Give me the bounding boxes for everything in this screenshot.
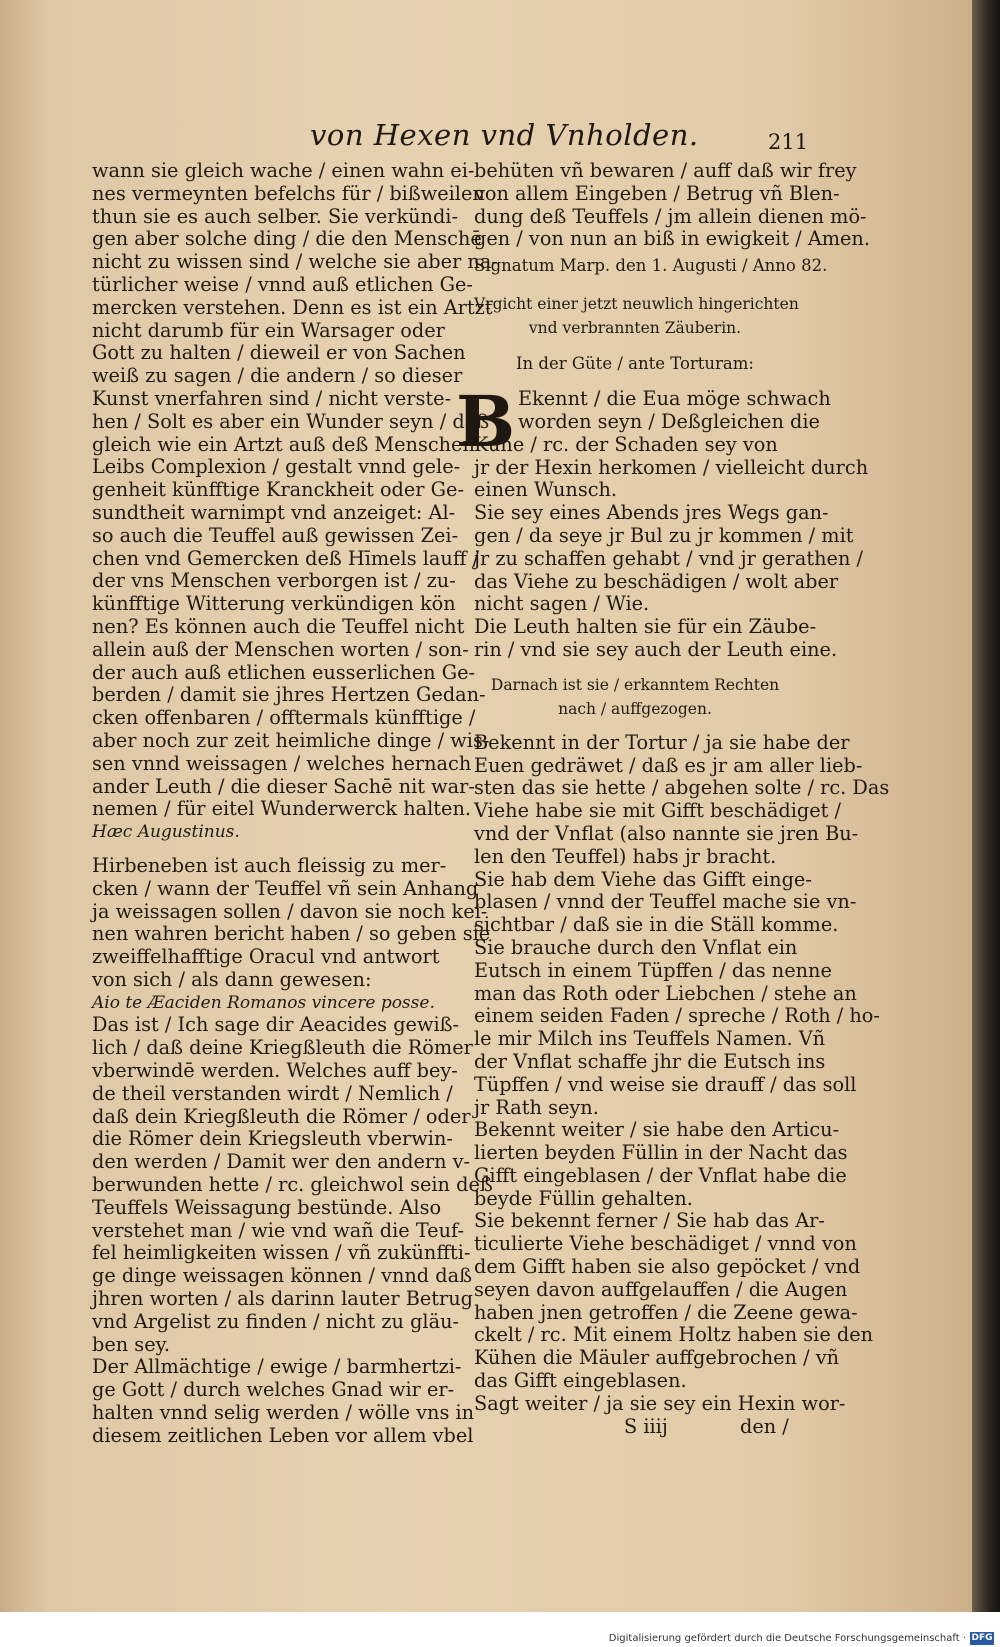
text-line: vnd der Vnflat (also nannte sie jren Bu- [474,821,859,845]
text-line: jr der Hexin herkomen / vielleicht durch [474,455,869,479]
text-line: sten das sie hette / abgehen solte / rc. Das [474,776,890,800]
text-line: Sie sey eines Abends jres Wegs gan- [474,501,829,525]
text-line: nen wahren bericht haben / so geben sie [92,922,491,946]
text-line: de theil verstanden wirdt / Nemlich / [92,1081,453,1105]
section-heading [474,673,796,721]
text-line: berden / damit sie jhres Hertzen Gedan- [92,683,486,707]
text-line: nicht darumb für ein Warsager oder [92,318,445,342]
text-line: allein auß der Menschen worten / son- [92,637,469,661]
text-line: von allem Eingeben / Betrug vñ Blen- [474,181,840,205]
text-line: nemen / für eitel Wunderwerck halten. [92,797,471,821]
text-line: ja weissagen sollen / davon sie noch kei- [92,899,488,923]
text-line: Leibs Complexion / gestalt vnnd gele- [92,455,461,479]
text-line: behüten vñ bewaren / auff daß wir frey [474,159,857,182]
text-line: cken offenbaren / offtermals künfftige / [92,706,476,730]
text-line: worden seyn / Deßgleichen die [518,409,820,433]
signature-row [474,1416,796,1439]
text-line: Der Allmächtige / ewige / barmhertzi- [92,1355,462,1379]
text-line: das Gifft eingeblasen. [474,1369,687,1393]
text-line: Kuhe / rc. der Schaden sey von [474,432,778,456]
text-line: einem seiden Faden / spreche / Roth / ho- [474,1004,880,1028]
text-line: nicht zu wissen sind / welche sie aber na- [92,250,498,274]
paragraph [92,1355,475,1447]
text-line: nicht sagen / Wie. [474,592,650,616]
page-number: 211 [768,130,809,154]
text-line: Sie brauche durch den Vnflat ein [474,935,798,959]
digitization-credit: Digitalisierung gefördert durch die Deutsche Forschungsgemeinschaft · [608,1633,966,1644]
text-line: berwunden hette / rc. gleichwol sein deß [92,1173,493,1197]
text-line: ander Leuth / die dieser Sachē nit war- [92,774,475,798]
text-line: von sich / als dann gewesen: [92,967,372,991]
text-line: Viehe habe sie mit Gifft beschädiget / [474,799,841,823]
running-head: von Hexen vnd Vnholden. [310,118,699,152]
dateline: Signatum Marp. den 1. Augusti / Anno 82. [474,256,828,276]
text-line: Tüpffen / vnd weise sie drauff / das soll [474,1072,857,1096]
text-line: Bekennt in der Tortur / ja sie habe der [474,730,850,754]
text-line: beyde Füllin gehalten. [474,1186,693,1210]
text-line: die Römer dein Kriegsleuth vberwin- [92,1127,453,1151]
text-line: sichtbar / daß sie in die Ställ komme. [474,913,839,937]
text-line: Kunst vnerfahren sind / nicht verste- [92,386,452,410]
text-line: Ekennt / die Eua möge schwach [518,387,831,411]
text-line: so auch die Teuffel auß gewissen Zei- [92,523,459,547]
paragraph [474,501,863,616]
heading-line: nach / auffgezogen. [558,699,712,718]
right-column [456,159,890,1438]
text-line: cken / wann der Teuffel vñ sein Anhang [92,876,479,900]
text-line: nes vermeynten befelchs für / bißweilen [92,181,485,205]
text-line: zweiffelhafftige Oracul vnd antwort [92,945,440,969]
text-line: seyen davon auffgelauffen / die Augen [474,1277,848,1301]
paragraph [474,1209,874,1393]
text-line: vberwindē werden. Welches auff bey- [92,1059,458,1083]
text-line: gen / da seye jr Bul zu jr kommen / mit [474,523,854,547]
paragraph [474,730,890,869]
text-line: türlicher weise / vnnd auß etlichen Ge- [92,272,473,296]
text-line: jr zu schaffen gehabt / vnd jr gerathen / [474,546,863,570]
heading-line: Vrgicht einer jetzt neuwlich hingerichten [474,295,799,314]
text-line: ge dinge weissagen können / vnnd daß [92,1264,472,1288]
paragraph [474,867,880,1120]
text-line: lich / daß deine Kriegßleuth die Römer [92,1036,473,1060]
text-line: jr Rath seyn. [474,1095,599,1119]
text-line: jhren worten / als darinn lauter Betrug [92,1287,473,1311]
text-line: thun sie es auch selber. Sie verkündi- [92,204,458,228]
subheading: In der Güte / ante Torturam: [516,354,754,374]
signature-mark: S iiij [624,1414,668,1438]
paragraph [474,615,838,662]
text-line: Gifft eingeblasen / der Vnflat habe die [474,1163,847,1187]
text-line: Bekennt weiter / sie habe den Articu- [474,1118,840,1142]
page-edge [972,0,1000,1612]
text-line: Sie bekennt ferner / Sie hab das Ar- [474,1209,825,1233]
text-line: der vns Menschen verborgen ist / zu- [92,569,456,593]
latin-quote: Aio te Æaciden Romanos vincere posse. [92,992,435,1013]
text-line: mercken verstehen. Denn es ist ein Artzt [92,295,493,319]
text-line: len den Teuffel) habs jr bracht. [474,844,777,868]
dfg-logo: DFG [971,1633,993,1643]
text-line: Die Leuth halten sie für ein Zäube- [474,615,817,639]
text-line: vnd Argelist zu finden / nicht zu gläu- [92,1309,460,1333]
text-line: Kühen die Mäuler auffgebrochen / vñ [474,1346,840,1370]
text-line: blasen / vnnd der Teuffel mache sie vn- [474,890,857,914]
paragraph [474,387,869,502]
text-line: diesem zeitlichen Leben vor allem vbel [92,1423,474,1447]
paragraph [474,1118,848,1210]
text-line: den werden / Damit wer den andern v- [92,1150,471,1174]
text-line: Sie hab dem Viehe das Gifft einge- [474,867,812,891]
text-line: gen / von nun an biß in ewigkeit / Amen. [474,227,870,251]
text-line: le mir Milch ins Teuffels Namen. Vñ [474,1027,826,1051]
text-line: gleich wie ein Artzt auß deß Menschen [92,432,475,456]
paragraph [474,159,870,251]
text-line: nen? Es können auch die Teuffel nicht [92,614,465,638]
text-line: chen vnd Gemercken deß Hīmels lauff / [92,546,480,570]
text-line: künfftige Witterung verkündigen kön [92,592,456,616]
text-line: weiß zu sagen / die andern / so dieser [92,364,463,388]
paragraph [92,853,491,992]
text-line: verstehet man / wie vnd wañ die Teuf- [92,1218,464,1242]
text-line: ben sey. [92,1332,171,1356]
text-line: gen aber solche ding / die den Menschē [92,227,482,251]
section-heading [474,292,799,340]
text-line: Teuffels Weissagung bestünde. Also [92,1195,442,1219]
text-line: der auch auß etlichen eusserlichen Ge- [92,660,476,684]
text-line: das Viehe zu beschädigen / wolt aber [474,569,839,593]
text-line: genheit künfftige Kranckheit oder Ge- [92,478,464,502]
text-line: Eutsch in einem Tüpffen / das nenne [474,958,832,982]
text-line: aber noch zur zeit heimliche dinge / wis- [92,728,490,752]
text-line: dem Gifft haben sie also gepöcket / vnd [474,1255,861,1279]
text-line: halten vnnd selig werden / wölle vns in [92,1401,475,1425]
text-line: rin / vnd sie sey auch der Leuth eine. [474,637,838,661]
text-line: sundtheit warnimpt vnd anzeiget: Al- [92,500,456,524]
text-line: fel heimligkeiten wissen / vñ zukünffti- [92,1241,471,1265]
text-line: hen / Solt es aber ein Wunder seyn / daß [92,409,490,433]
drop-cap: B [456,380,516,464]
text-line: man das Roth oder Liebchen / stehe an [474,981,857,1005]
text-line: Das ist / Ich sage dir Aeacides gewiß- [92,1013,460,1037]
initial-paragraph [456,380,869,502]
text-line: haben jnen getroffen / die Zeene gewa- [474,1300,858,1324]
heading-line: Darnach ist sie / erkanntem Rechten [490,675,780,694]
text-line: der Vnflat schaffe jhr die Eutsch ins [474,1049,826,1073]
text-line: daß dein Kriegßleuth die Römer / oder [92,1104,471,1128]
text-line: dung deß Teuffels / jm allein dienen mö- [474,204,867,228]
catchword: den / [740,1414,789,1438]
text-line: einen Wunsch. [474,478,618,502]
text-line: ckelt / rc. Mit einem Holtz haben sie den [474,1323,874,1347]
text-line: Gott zu halten / dieweil er von Sachen [92,341,466,365]
text-line: sen vnnd weissagen / welches hernach [92,751,472,775]
paragraph [92,159,498,821]
text-line: Hirbeneben ist auch fleissig zu mer- [92,853,447,877]
text-line: Euen gedräwet / daß es jr am aller lieb- [474,753,863,777]
text-line: wann sie gleich wache / einen wahn ei- [92,159,475,182]
paragraph [92,1013,493,1356]
text-line: ticulierte Viehe beschädiget / vnnd von [474,1232,857,1256]
text-line: lierten beyden Füllin in der Nacht das [474,1141,848,1165]
text-line: Sagt weiter / ja sie sey ein Hexin wor- [474,1391,846,1415]
heading-line: vnd verbrannten Zäuberin. [528,319,742,338]
text-line: ge Gott / durch welches Gnad wir er- [92,1378,455,1402]
citation: Hæc Augustinus. [92,822,240,843]
left-column [92,159,498,1448]
